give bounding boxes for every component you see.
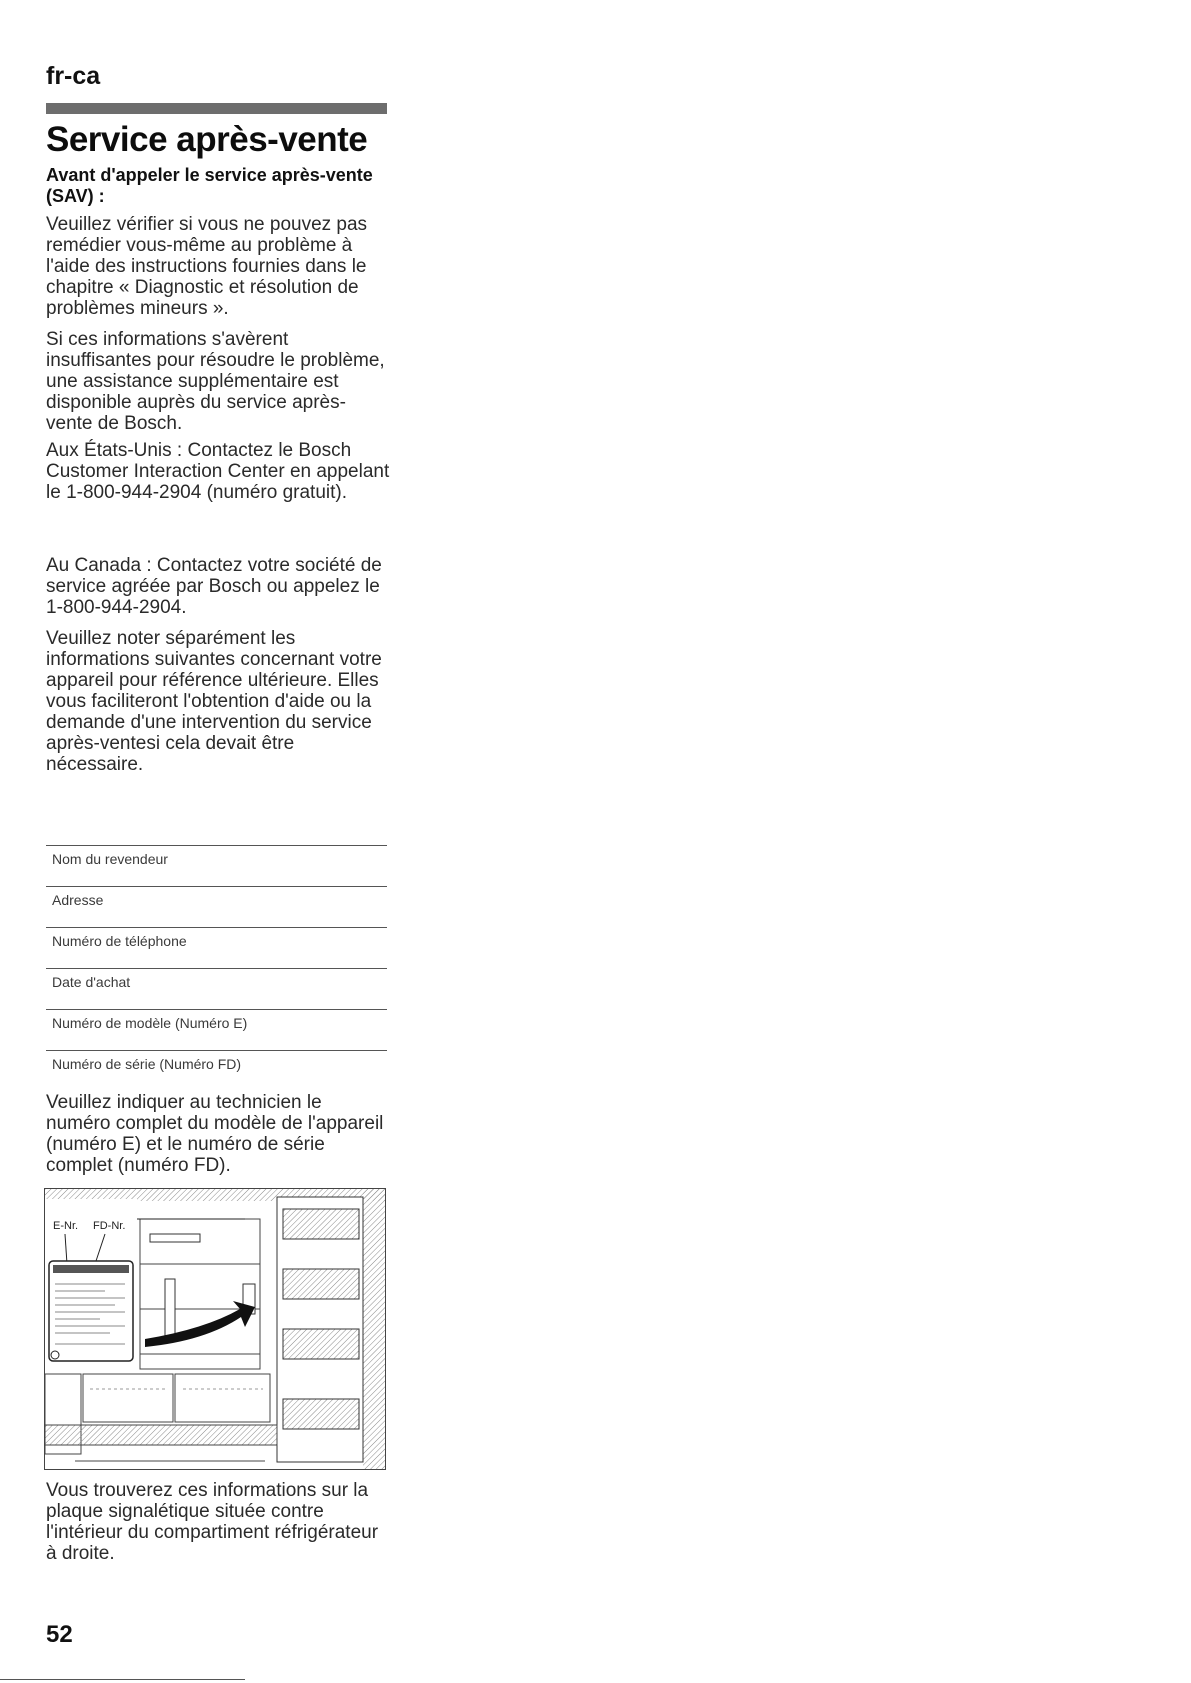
page-title: Service après-vente: [46, 120, 368, 159]
rating-plate-illustration: [44, 1188, 386, 1470]
form-field-phone[interactable]: [46, 927, 387, 968]
form-field-purchase-date[interactable]: [46, 968, 387, 1009]
section-subtitle: Avant d'appeler le service après-vente (SAV) :: [46, 165, 373, 206]
footer-rule: [0, 1679, 245, 1680]
e-nr-label: E-Nr.: [53, 1220, 79, 1232]
paragraph-assistance: Si ces informations s'avèrent insuffisantes pour résoudre le problème, une assistance supplémentaire est disponible auprès du service après-vente de Bosch.: [46, 329, 385, 434]
page-number: 52: [46, 1621, 73, 1648]
paragraph-canada: Au Canada : Contactez votre société de service agréée par Bosch ou appelez le 1-800-944-2904.: [46, 555, 382, 618]
field-label: Adresse: [52, 892, 104, 908]
paragraph-note: Veuillez noter séparément les informations suivantes concernant votre appareil pour référence ultérieure. Elles vous faciliteront l'obtention d'aide ou la demande d'une intervention du service après-ventesi cela devait être nécessaire.: [46, 628, 382, 775]
paragraph-check: Veuillez vérifier si vous ne pouvez pas remédier vous-même au problème à l'aide des instructions fournies dans le chapitre « Diagnostic et résolution de problèmes mineurs ».: [46, 214, 368, 319]
paragraph-plate-location: Vous trouverez ces informations sur la plaque signalétique située contre l'intérieur du compartiment réfrigérateur à droite.: [46, 1480, 379, 1564]
field-label: Numéro de téléphone: [52, 933, 187, 949]
form-field-dealer[interactable]: [46, 845, 387, 886]
field-label: Numéro de modèle (Numéro E): [52, 1015, 248, 1031]
appliance-info-form: [46, 845, 387, 1091]
form-field-model-number[interactable]: [46, 1009, 387, 1050]
field-label: Nom du revendeur: [52, 851, 168, 867]
form-field-address[interactable]: [46, 886, 387, 927]
field-label: Date d'achat: [52, 974, 131, 990]
field-label: Numéro de série (Numéro FD): [52, 1056, 242, 1072]
language-code: fr-ca: [46, 62, 101, 90]
form-field-serial-number[interactable]: [46, 1050, 387, 1091]
paragraph-technician: Veuillez indiquer au technicien le numéro complet du modèle de l'appareil (numéro E) et le numéro de série complet (numéro FD).: [46, 1092, 384, 1176]
fd-nr-label: FD-Nr.: [93, 1220, 126, 1232]
header-rule: [46, 103, 387, 114]
paragraph-usa: Aux États-Unis : Contactez le Bosch Customer Interaction Center en appelant le 1-800-944-2904 (numéro gratuit).: [46, 440, 390, 503]
